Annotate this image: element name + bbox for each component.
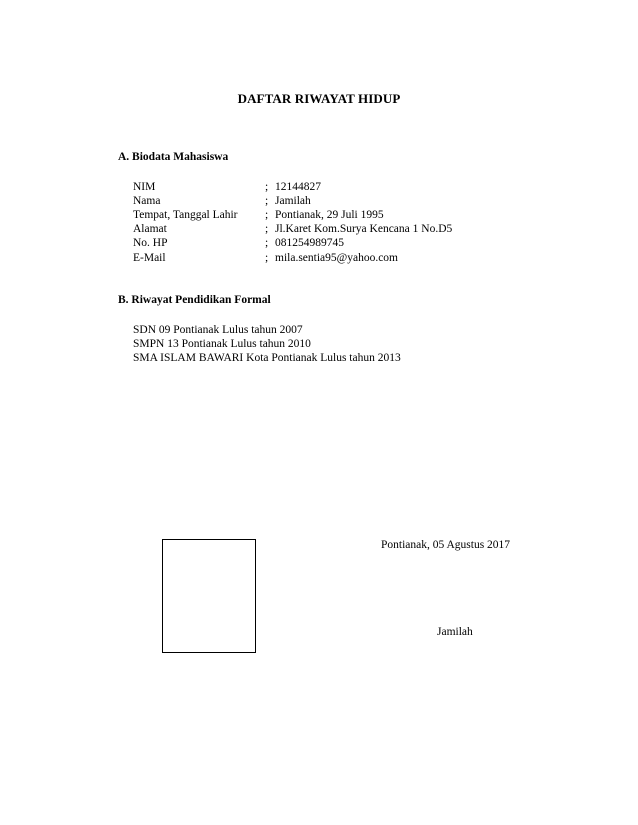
education-item: SMPN 13 Pontianak Lulus tahun 2010	[133, 338, 311, 350]
biodata-separator: ;	[265, 209, 269, 221]
biodata-label: Nama	[133, 195, 161, 207]
biodata-value: 081254989745	[275, 237, 344, 249]
signature-name: Jamilah	[437, 626, 473, 638]
biodata-separator: ;	[265, 252, 269, 264]
photo-placeholder	[162, 539, 256, 653]
biodata-label: Tempat, Tanggal Lahir	[133, 209, 238, 221]
section-a-heading: A. Biodata Mahasiswa	[118, 151, 229, 163]
biodata-label: No. HP	[133, 237, 168, 249]
page-title: DAFTAR RIWAYAT HIDUP	[237, 91, 401, 106]
biodata-separator: ;	[265, 237, 269, 249]
biodata-value: 12144827	[275, 181, 321, 193]
signature-place-date: Pontianak, 05 Agustus 2017	[381, 539, 511, 551]
biodata-label: Alamat	[133, 223, 167, 235]
education-item: SDN 09 Pontianak Lulus tahun 2007	[133, 324, 303, 336]
biodata-value: Pontianak, 29 Juli 1995	[275, 209, 384, 221]
education-item: SMA ISLAM BAWARI Kota Pontianak Lulus tahun 2013	[133, 352, 401, 364]
biodata-separator: ;	[265, 223, 269, 235]
biodata-label: NIM	[133, 181, 156, 193]
biodata-value: Jamilah	[275, 195, 311, 207]
biodata-value: mila.sentia95@yahoo.com	[275, 252, 399, 264]
section-b-heading: B. Riwayat Pendidikan Formal	[118, 294, 271, 306]
biodata-value: Jl.Karet Kom.Surya Kencana 1 No.D5	[275, 223, 453, 235]
biodata-label: E-Mail	[133, 252, 166, 264]
biodata-separator: ;	[265, 181, 269, 193]
biodata-separator: ;	[265, 195, 269, 207]
